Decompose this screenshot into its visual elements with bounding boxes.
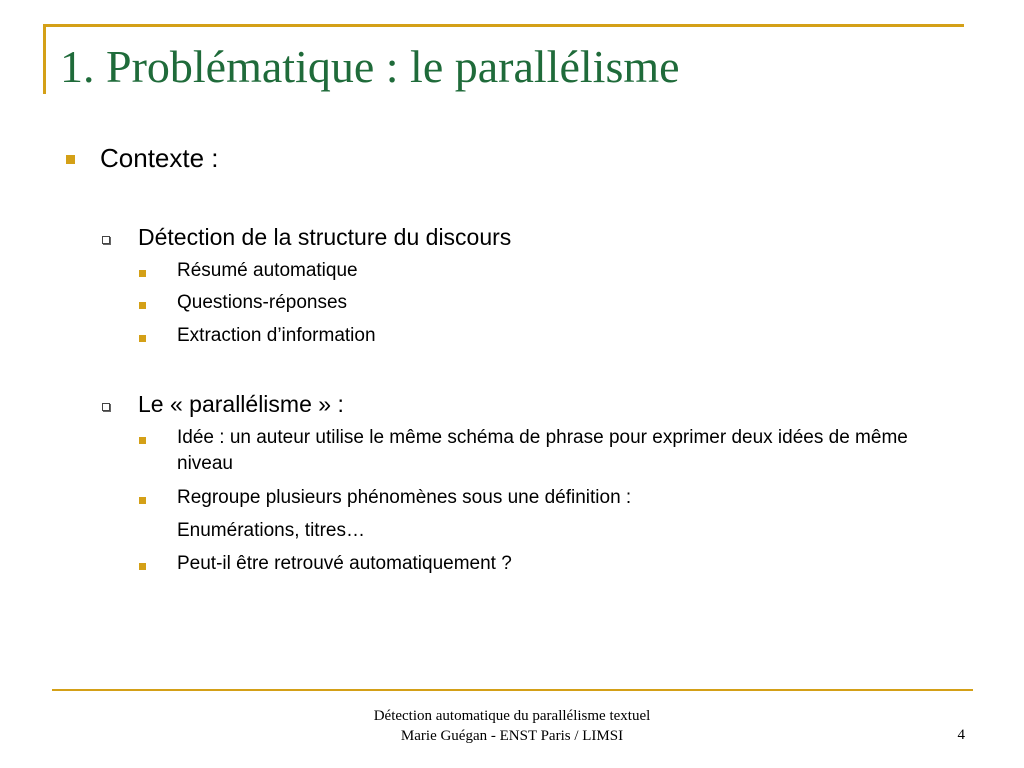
frame-left-line [43, 24, 46, 94]
list-item: Peut-il être retrouvé automatiquement ? [177, 553, 512, 574]
section1-heading: Détection de la structure du discours [138, 224, 512, 250]
square-bullet-icon [139, 270, 146, 277]
list-item: Regroupe plusieurs phénomènes sous une définition : [177, 487, 632, 508]
level1-contexte: Contexte : [100, 143, 219, 173]
square-bullet-icon [66, 155, 75, 164]
footer-line1: Détection automatique du parallélisme textuel [373, 708, 651, 724]
hollow-square-bullet-icon [102, 236, 110, 244]
square-bullet-icon [139, 335, 146, 342]
footer-text [262, 706, 762, 746]
footer-line2: Marie Guégan - ENST Paris / LIMSI [400, 728, 624, 744]
square-bullet-icon [139, 563, 146, 570]
list-item: Extraction d’information [177, 325, 376, 346]
square-bullet-icon [139, 497, 146, 504]
list-item: Questions-réponses [177, 292, 348, 313]
hollow-square-bullet-icon [102, 403, 110, 411]
frame-top-line [43, 24, 964, 27]
list-item: Idée : un auteur utilise le même schéma de phrase pour exprimer deux idées de même niveau [177, 427, 908, 474]
page-number: 4 [957, 727, 965, 743]
list-item-continuation: Enumérations, titres… [177, 520, 365, 541]
footer-divider [52, 689, 973, 691]
square-bullet-icon [139, 437, 146, 444]
slide-title: 1. Problématique : le parallélisme [60, 41, 680, 92]
square-bullet-icon [139, 302, 146, 309]
section2-heading: Le « parallélisme » : [138, 391, 344, 417]
list-item: Résumé automatique [177, 260, 358, 281]
